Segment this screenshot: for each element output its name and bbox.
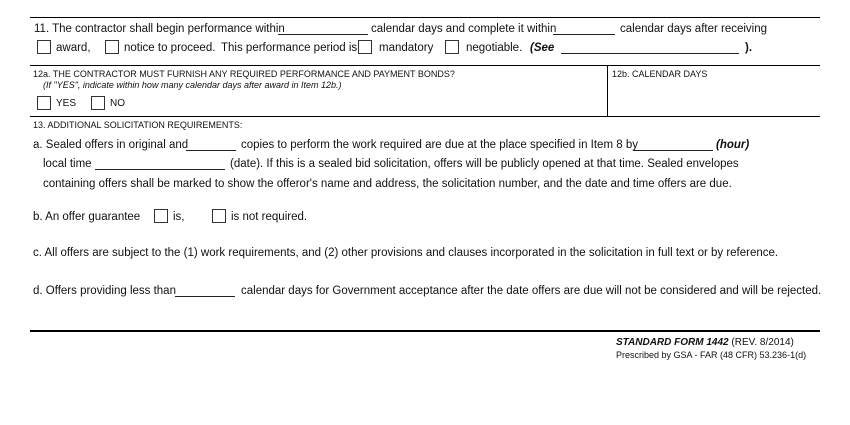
item13-title: 13. ADDITIONAL SOLICITATION REQUIREMENTS: (33, 120, 243, 130)
item13a-line3: containing offers shall be marked to show the offeror's name and address, the solicitation number, and the date and time offers are due. (43, 178, 732, 190)
negotiable-checkbox[interactable] (445, 40, 459, 54)
hour-label: (hour) (716, 139, 750, 151)
award-checkbox[interactable] (37, 40, 51, 54)
item13a-mid: copies to perform the work required are due at the place specified in Item 8 by (241, 139, 638, 151)
bonds-no-checkbox[interactable] (91, 96, 105, 110)
date-field[interactable] (95, 169, 225, 170)
copies-field[interactable] (186, 150, 236, 151)
item13d-start: d. Offers providing less than (33, 285, 176, 297)
acceptance-days-field[interactable] (175, 296, 235, 297)
item13b-label: b. An offer guarantee (33, 211, 141, 223)
begin-days-field[interactable] (278, 34, 368, 35)
prescribed-by: Prescribed by GSA - FAR (48 CFR) 53.236-1(d) (616, 350, 807, 360)
item11-text-mid: calendar days and complete it within (371, 23, 557, 35)
guarantee-not-label: is not required. (231, 211, 308, 223)
award-label: award, (56, 42, 91, 54)
item12b-title: 12b. CALENDAR DAYS (612, 69, 708, 79)
no-label: NO (110, 98, 125, 109)
guarantee-is-checkbox[interactable] (154, 209, 168, 223)
see-label: (See (530, 42, 555, 54)
item13d-end: calendar days for Government acceptance after the date offers are due will not be considered and will be rejected. (241, 285, 822, 297)
local-time-label: local time (43, 158, 92, 170)
complete-days-field[interactable] (553, 34, 615, 35)
item13a-start: a. Sealed offers in original and (33, 139, 189, 151)
item12a-title: 12a. THE CONTRACTOR MUST FURNISH ANY REQUIRED PERFORMANCE AND PAYMENT BONDS? (33, 69, 455, 79)
item11-text-end: calendar days after receiving (620, 23, 768, 35)
item12a-note: (If "YES", indicate within how many calendar days after award in Item 12b.) (43, 80, 342, 90)
item11-text-start: 11. The contractor shall begin performance within (34, 23, 285, 35)
see-reference-field[interactable] (561, 53, 739, 54)
mandatory-label: mandatory (379, 42, 434, 54)
notice-label: notice to proceed. (124, 42, 216, 54)
guarantee-is-label: is, (173, 211, 185, 223)
item13c-text: c. All offers are subject to the (1) work requirements, and (2) other provisions and clauses incorporated in the solicitation in full text or by reference. (33, 247, 779, 259)
item13a-date-text: (date). If this is a sealed bid solicitation, offers will be publicly opened at that time. Sealed envelopes (230, 158, 739, 170)
notice-to-proceed-checkbox[interactable] (105, 40, 119, 54)
negotiable-label: negotiable. (466, 42, 523, 54)
yes-label: YES (56, 98, 77, 109)
hour-field[interactable] (633, 150, 713, 151)
form-name: STANDARD FORM 1442 (616, 337, 729, 348)
see-close: ). (745, 42, 753, 54)
form-revision: (REV. 8/2014) (731, 337, 794, 348)
form-name-line (616, 337, 794, 349)
mandatory-checkbox[interactable] (358, 40, 372, 54)
bonds-yes-checkbox[interactable] (37, 96, 51, 110)
guarantee-not-required-checkbox[interactable] (212, 209, 226, 223)
period-label: This performance period is (221, 42, 358, 54)
